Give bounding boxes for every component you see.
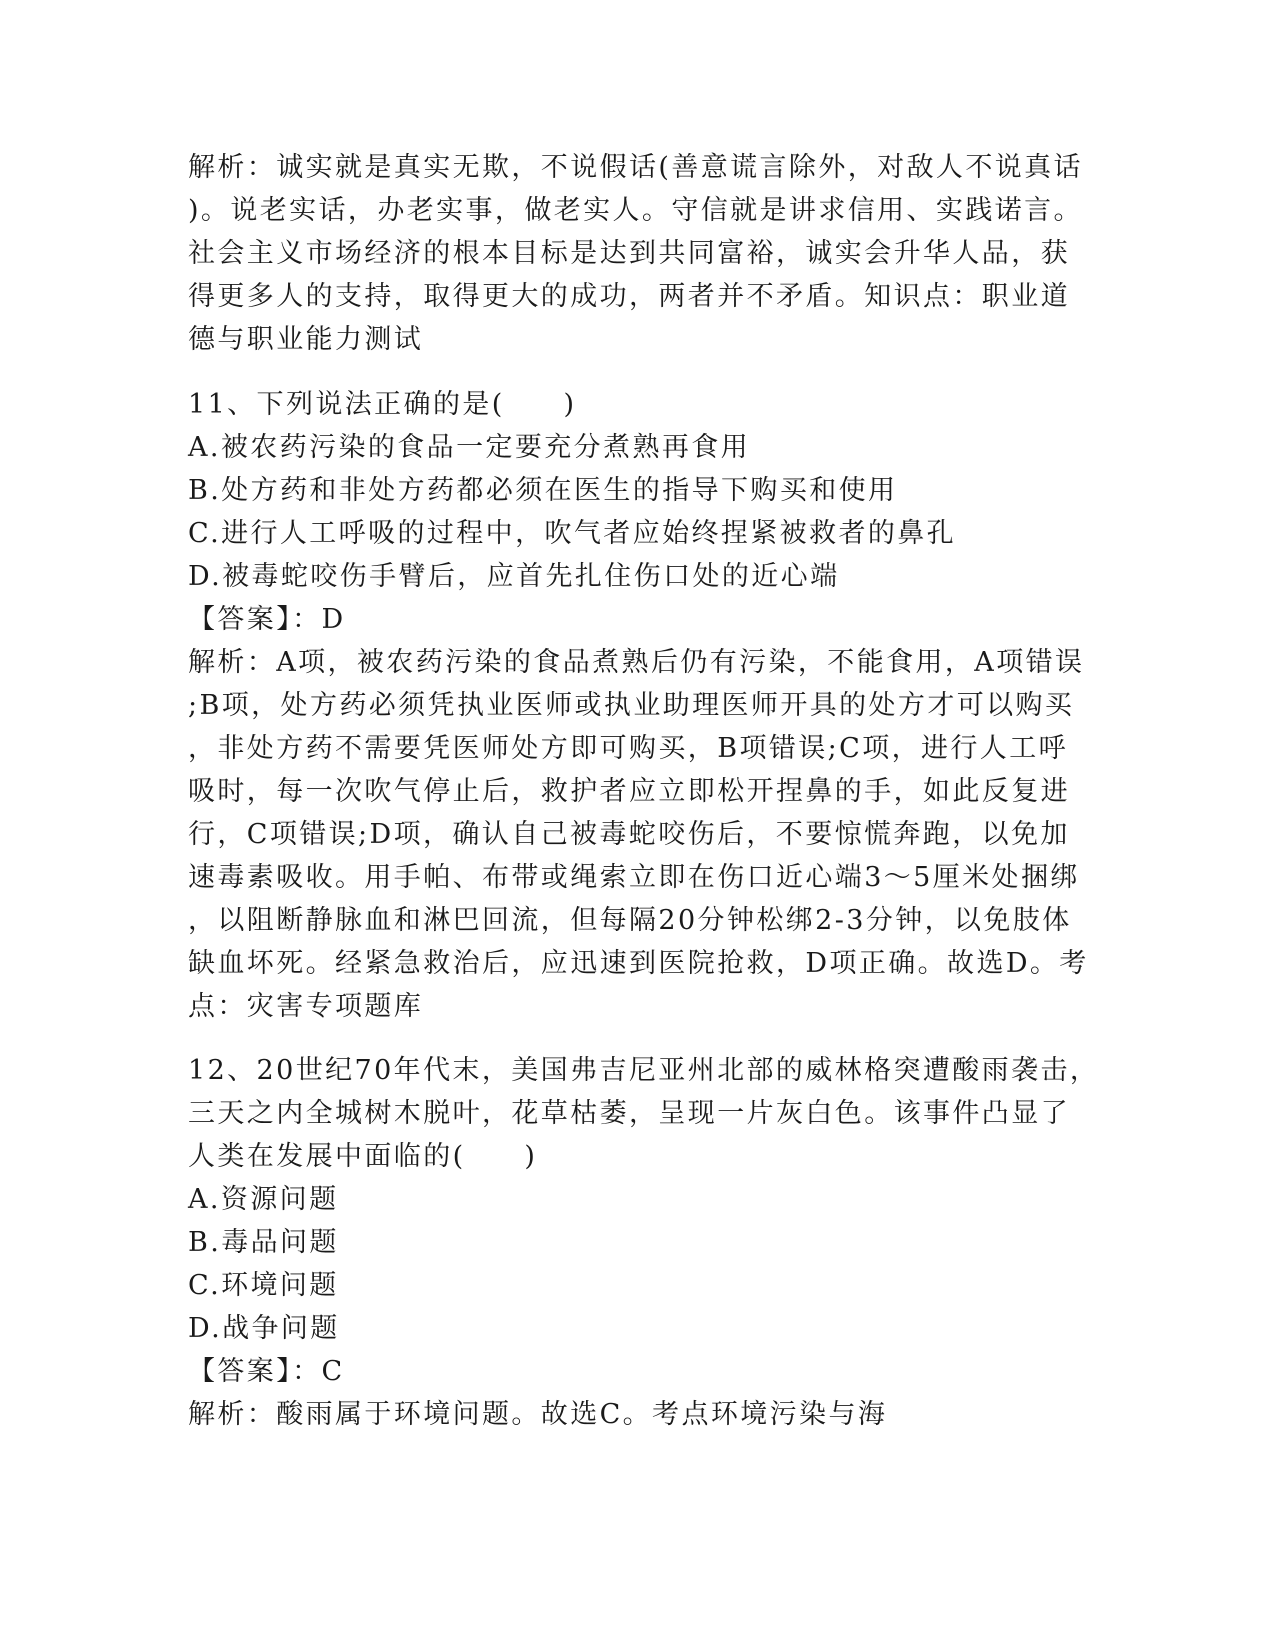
question-stem: 三天之内全城树木脱叶，花草枯萎，呈现一片灰白色。该事件凸显了 (188, 1098, 1070, 1129)
analysis-10 (188, 146, 1088, 361)
analysis-line: 解析：酸雨属于环境问题。故选C。考点环境污染与海 (188, 1399, 888, 1430)
question-stem: 人类在发展中面临的( ) (188, 1141, 538, 1172)
option-b: B.毒品问题 (188, 1227, 339, 1258)
option-c: C.环境问题 (188, 1270, 339, 1301)
analysis-line: 社会主义市场经济的根本目标是达到共同富裕，诚实会升华人品，获 (188, 238, 1070, 269)
analysis-line: 得更多人的支持，取得更大的成功，两者并不矛盾。知识点：职业道 (188, 281, 1070, 312)
analysis-line: )。说老实话，办老实事，做老实人。守信就是讲求信用、实践诺言。 (188, 195, 1083, 226)
analysis-line: 解析：A项，被农药污染的食品煮熟后仍有污染，不能食用，A项错误 (188, 647, 1085, 678)
analysis-line: 解析：诚实就是真实无欺，不说假话(善意谎言除外，对敌人不说真话 (188, 152, 1083, 183)
analysis-line: 速毒素吸收。用手帕、布带或绳索立即在伤口近心端3～5厘米处捆绑 (188, 862, 1080, 893)
analysis-line: ，非处方药不需要凭医师处方即可购买，B项错误;C项，进行人工呼 (188, 733, 1068, 764)
option-b: B.处方药和非处方药都必须在医生的指导下购买和使用 (188, 475, 898, 506)
question-11 (188, 383, 1088, 1028)
analysis-line: 缺血坏死。经紧急救治后，应迅速到医院抢救，D项正确。故选D。考 (188, 948, 1089, 979)
option-a: A.被农药污染的食品一定要充分煮熟再食用 (188, 432, 751, 463)
question-stem: 11、下列说法正确的是( ) (188, 389, 577, 420)
answer-line: 【答案】：D (188, 604, 346, 635)
question-stem: 12、20世纪70年代末，美国弗吉尼亚州北部的威林格突遭酸雨袭击， (188, 1055, 1100, 1086)
option-d: D.被毒蛇咬伤手臂后，应首先扎住伤口处的近心端 (188, 561, 840, 592)
option-a: A.资源问题 (188, 1184, 339, 1215)
analysis-line: 点：灾害专项题库 (188, 991, 424, 1022)
option-c: C.进行人工呼吸的过程中，吹气者应始终捏紧被救者的鼻孔 (188, 518, 957, 549)
analysis-line: ;B项，处方药必须凭执业医师或执业助理医师开具的处方才可以购买 (188, 690, 1075, 721)
analysis-line: 行，C项错误;D项，确认自己被毒蛇咬伤后，不要惊慌奔跑，以免加 (188, 819, 1070, 850)
question-12 (188, 1049, 1100, 1436)
analysis-line: ，以阻断静脉血和淋巴回流，但每隔20分钟松绑2-3分钟，以免肢体 (188, 905, 1072, 936)
option-d: D.战争问题 (188, 1313, 340, 1344)
analysis-line: 吸时，每一次吹气停止后，救护者应立即松开捏鼻的手，如此反复进 (188, 776, 1070, 807)
answer-line: 【答案】：C (188, 1356, 345, 1387)
analysis-line: 德与职业能力测试 (188, 324, 424, 355)
document-page (188, 146, 1100, 1436)
